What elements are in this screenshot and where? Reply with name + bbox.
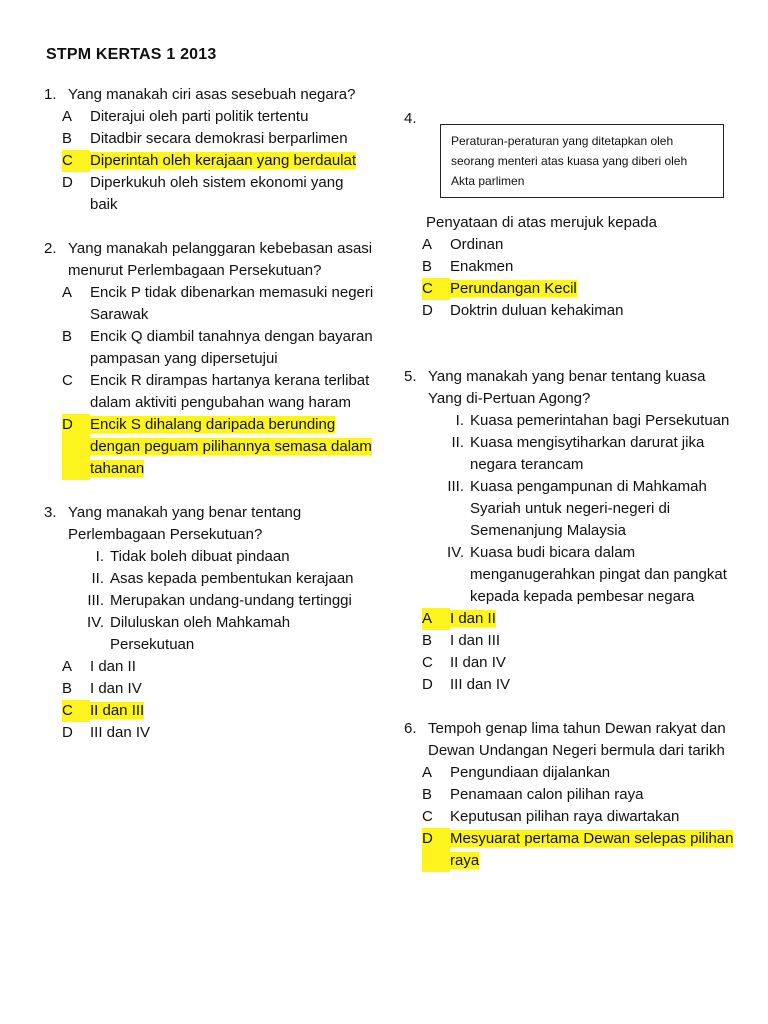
option-d — [404, 300, 734, 322]
option-text: I dan II — [90, 658, 136, 675]
question-6 — [404, 718, 734, 872]
option-c — [404, 652, 734, 674]
question-1 — [44, 84, 374, 216]
option-a — [44, 282, 374, 326]
option-text: Keputusan pilihan raya diwartakan — [450, 808, 680, 825]
statement-i — [404, 410, 734, 432]
option-label: B — [62, 130, 73, 147]
option-label: A — [422, 764, 433, 781]
statement-label: I. — [95, 548, 104, 565]
option-text: Doktrin duluan kehakiman — [450, 302, 624, 319]
statement-text: Merupakan undang-undang tertinggi — [110, 592, 352, 609]
option-label: B — [422, 632, 433, 649]
option-b — [44, 678, 374, 700]
statement-label: III. — [447, 478, 464, 495]
option-label: B — [62, 328, 73, 345]
option-text: Enakmen — [450, 258, 514, 275]
option-b — [404, 256, 734, 278]
option-d-answer — [404, 828, 734, 872]
statement-text: Kuasa mengisytiharkan darurat jika negara terancam — [470, 434, 705, 473]
option-text: Pengundiaan dijalankan — [450, 764, 611, 781]
option-label: D — [422, 828, 450, 872]
statement-text: Kuasa pengampunan di Mahkamah Syariah untuk negeri-negeri di Semenanjung Malaysia — [470, 478, 707, 539]
statement-iii — [44, 590, 374, 612]
question-number: 1. — [44, 86, 57, 103]
option-b — [44, 128, 374, 150]
option-label: A — [422, 236, 433, 253]
question-number: 6. — [404, 720, 417, 737]
option-c — [404, 806, 734, 828]
option-b — [404, 784, 734, 806]
statement-ii — [404, 432, 734, 476]
option-d — [404, 674, 734, 696]
question-number: 2. — [44, 240, 57, 257]
option-a-answer — [404, 608, 734, 630]
option-text: Encik R dirampas hartanya kerana terlibat dalam aktiviti pengubahan wang haram — [90, 372, 370, 411]
option-label: B — [62, 680, 73, 697]
statement-label: IV. — [87, 614, 104, 631]
option-c-answer — [44, 700, 374, 722]
question-text: Tempoh genap lima tahun Dewan rakyat dan Dewan Undangan Negeri bermula dari tarikh — [428, 720, 726, 759]
option-text: Penamaan calon pilihan raya — [450, 786, 644, 803]
option-label: D — [422, 302, 433, 319]
option-text: Encik Q diambil tanahnya dengan bayaran pampasan yang dipersetujui — [90, 328, 373, 367]
option-text: Ordinan — [450, 236, 504, 253]
question-4 — [404, 108, 734, 322]
option-b — [404, 630, 734, 652]
option-text-highlighted: Encik S dihalang daripada berunding dengan peguam pilihannya semasa dalam tahanan — [90, 416, 372, 477]
statement-text: Diluluskan oleh Mahkamah Persekutuan — [110, 614, 291, 653]
option-label: C — [62, 700, 90, 722]
option-text: I dan IV — [90, 680, 142, 697]
option-d-answer — [44, 414, 374, 480]
option-text: Diterajui oleh parti politik tertentu — [90, 108, 309, 125]
question-2 — [44, 238, 374, 480]
statement-text: Kuasa budi bicara dalam menganugerahkan pingat dan pangkat kepada kepada pembesar negara — [470, 544, 727, 605]
question-number: 3. — [44, 504, 57, 521]
question-text: Yang manakah ciri asas sesebuah negara? — [68, 86, 356, 103]
option-text-highlighted: Diperintah oleh kerajaan yang berdaulat — [90, 152, 357, 169]
statement-text: Asas kepada pembentukan kerajaan — [110, 570, 354, 587]
statement-label: I. — [455, 412, 464, 429]
option-label: A — [62, 658, 73, 675]
option-label: B — [422, 786, 433, 803]
right-column — [404, 108, 734, 894]
option-label: D — [62, 414, 90, 480]
question-5 — [404, 366, 734, 696]
option-a — [44, 106, 374, 128]
statement-text: Kuasa pemerintahan bagi Persekutuan — [470, 412, 730, 429]
option-text-highlighted: Mesyuarat pertama Dewan selepas pilihan raya — [450, 830, 734, 869]
option-d — [44, 172, 374, 216]
option-a — [44, 656, 374, 678]
option-c-answer — [44, 150, 374, 172]
option-label: D — [422, 676, 433, 693]
option-a — [404, 234, 734, 256]
statement-iii — [404, 476, 734, 542]
option-c — [44, 370, 374, 414]
option-text: III dan IV — [450, 676, 511, 693]
option-label: A — [62, 108, 73, 125]
option-label: C — [62, 150, 90, 172]
statement-i — [44, 546, 374, 568]
option-text-highlighted: II dan III — [90, 702, 145, 719]
option-b — [44, 326, 374, 370]
question-text: Yang manakah yang benar tentang Perlembagaan Persekutuan? — [68, 504, 302, 543]
statement-label: II. — [91, 570, 104, 587]
option-text: Diperkukuh oleh sistem ekonomi yang baik — [90, 174, 344, 213]
option-label: A — [62, 284, 73, 301]
question-number: 4. — [404, 110, 417, 127]
statement-ii — [44, 568, 374, 590]
option-d — [44, 722, 374, 744]
option-text: Ditadbir secara demokrasi berparlimen — [90, 130, 348, 147]
option-c-answer — [404, 278, 734, 300]
statement-label: IV. — [447, 544, 464, 561]
option-label: D — [62, 724, 73, 741]
statement-label: II. — [451, 434, 464, 451]
question-text: Penyataan di atas merujuk kepada — [426, 214, 657, 231]
option-a — [404, 762, 734, 784]
option-label: C — [422, 278, 450, 300]
option-label: C — [422, 808, 433, 825]
option-label: C — [62, 372, 73, 389]
statement-label: III. — [87, 592, 104, 609]
option-text: I dan III — [450, 632, 501, 649]
statement-iv — [44, 612, 374, 656]
quote-box: Peraturan-peraturan yang ditetapkan oleh seorang menteri atas kuasa yang diberi oleh Akta parlimen — [440, 124, 724, 198]
option-label: B — [422, 258, 433, 275]
document-title: STPM KERTAS 1 2013 — [46, 46, 217, 63]
question-3 — [44, 502, 374, 744]
question-number: 5. — [404, 368, 417, 385]
statement-iv — [404, 542, 734, 608]
option-text-highlighted: I dan II — [450, 610, 496, 627]
option-label: D — [62, 174, 73, 191]
statement-text: Tidak boleh dibuat pindaan — [110, 548, 290, 565]
option-text: III dan IV — [90, 724, 151, 741]
question-text: Yang manakah pelanggaran kebebasan asasi menurut Perlembagaan Persekutuan? — [68, 240, 373, 279]
option-text-highlighted: Perundangan Kecil — [450, 280, 577, 297]
option-text: Encik P tidak dibenarkan memasuki negeri Sarawak — [90, 284, 374, 323]
option-label: A — [422, 608, 450, 630]
question-text: Yang manakah yang benar tentang kuasa Yang di-Pertuan Agong? — [428, 368, 706, 407]
left-column — [44, 84, 374, 766]
option-text: II dan IV — [450, 654, 506, 671]
option-label: C — [422, 654, 433, 671]
